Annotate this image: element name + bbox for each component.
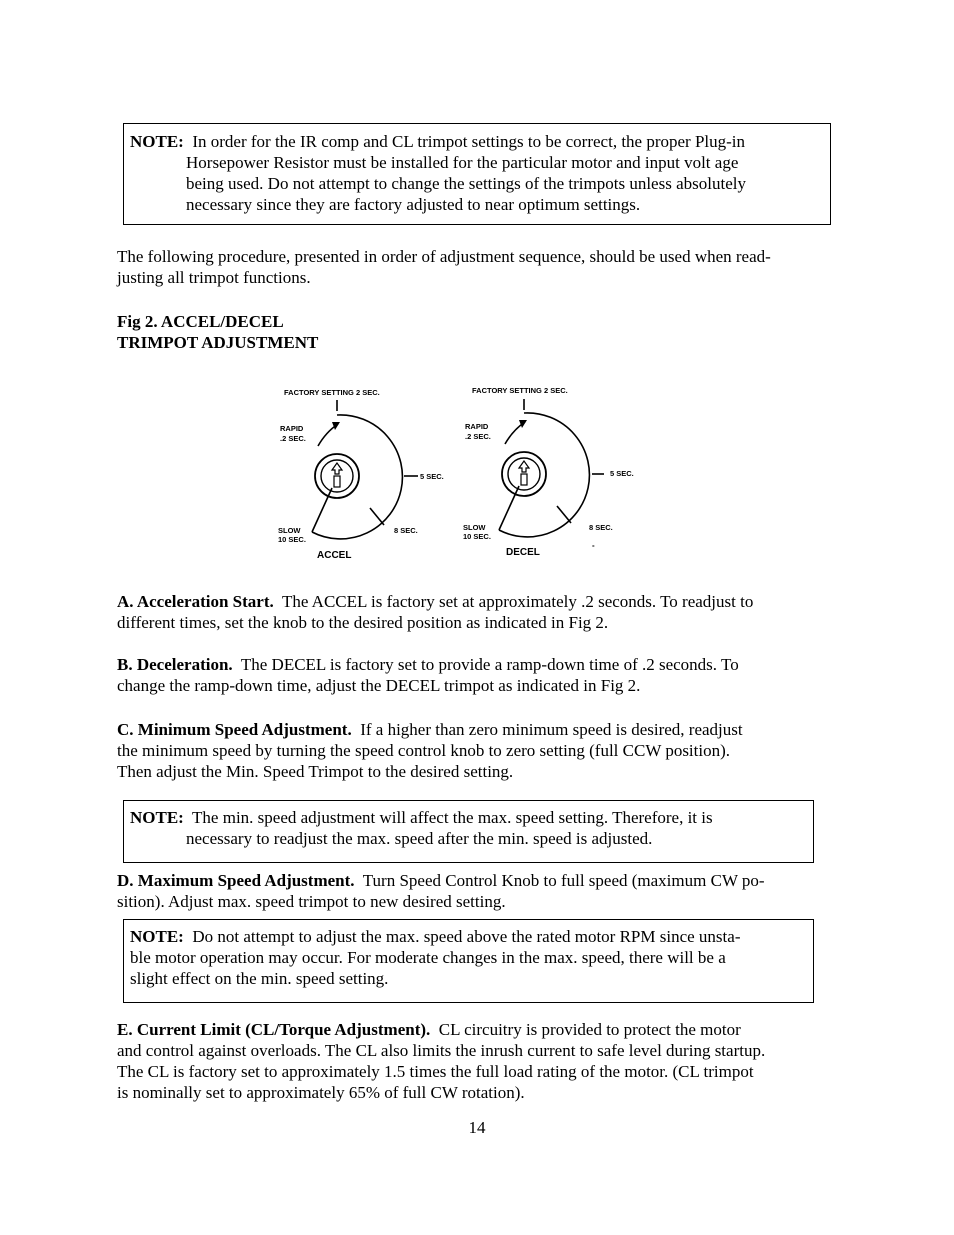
trimpot-adjustment-figure — [270, 378, 650, 568]
decel-5sec-label: 5 SEC. — [610, 469, 634, 478]
figure-caption: Fig 2. ACCEL/DECEL TRIMPOT ADJUSTMENT — [117, 312, 319, 352]
note-label: NOTE: — [130, 808, 184, 827]
note-text: In order for the IR comp and CL trimpot settings to be correct, the proper Plug-in — [192, 132, 746, 151]
accel-slow-label: SLOW — [278, 526, 301, 535]
note-text: The min. speed adjustment will affect the max. speed setting. Therefore, it is — [192, 808, 713, 827]
decel-dial — [463, 386, 634, 558]
note-box-2 — [123, 800, 814, 863]
section-heading: C. Minimum Speed Adjustment. — [117, 720, 352, 739]
note-box-3 — [123, 919, 814, 1003]
section-heading: B. Deceleration. — [117, 655, 233, 674]
section-d: D. Maximum Speed Adjustment. Turn Speed Control Knob to full speed (maximum CW po- sition). Adjust max. speed trimpot to new desired setting. — [117, 871, 765, 911]
note-text: Do not attempt to adjust the max. speed above the rated motor RPM since unsta- — [192, 927, 741, 946]
section-heading: E. Current Limit (CL/Torque Adjustment). — [117, 1020, 431, 1039]
note-box-1 — [123, 123, 831, 225]
note-text: being used. Do not attempt to change the settings of the trimpots unless absolutely — [186, 174, 746, 193]
section-e: E. Current Limit (CL/Torque Adjustment). CL circuitry is provided to protect the motor and control against overloads. The CL also limits the inrush current to safe level during startup. The CL is factory set to approximately 1.5 times the full load rating of the motor. (CL trimpot is nominally set to approximately 65% of full CW rotation). — [117, 1020, 766, 1102]
section-heading: A. Acceleration Start. — [117, 592, 274, 611]
accel-rapid-time: .2 SEC. — [280, 434, 306, 443]
note-text: slight effect on the min. speed setting. — [130, 969, 389, 988]
accel-rapid-label: RAPID — [280, 424, 304, 433]
decel-slow-time: 10 SEC. — [463, 532, 491, 541]
accel-title: ACCEL — [317, 550, 352, 561]
section-c: C. Minimum Speed Adjustment. If a higher than zero minimum speed is desired, readjust the minimum speed by turning the speed control knob to zero setting (full CCW position). Then adjust the Min. Speed Trimpot to the desired setting. — [117, 720, 743, 781]
decel-rapid-label: RAPID — [465, 422, 489, 431]
accel-slow-time: 10 SEC. — [278, 535, 306, 544]
intro-paragraph: The following procedure, presented in order of adjustment sequence, should be used when read- justing all trimpot functions. — [117, 247, 771, 287]
accel-factory-label: FACTORY SETTING 2 SEC. — [284, 388, 380, 397]
decel-8sec-label: 8 SEC. — [589, 523, 613, 532]
note-label: NOTE: — [130, 132, 184, 151]
decel-dash: - — [592, 541, 595, 550]
section-heading: D. Maximum Speed Adjustment. — [117, 871, 355, 890]
decel-rapid-time: .2 SEC. — [465, 432, 491, 441]
note-label: NOTE: — [130, 927, 184, 946]
decel-factory-label: FACTORY SETTING 2 SEC. — [472, 386, 568, 395]
note-text: necessary to readjust the max. speed after the min. speed is adjusted. — [186, 829, 653, 848]
page-number: 14 — [468, 1118, 486, 1137]
accel-8sec-label: 8 SEC. — [394, 526, 418, 535]
decel-slow-label: SLOW — [463, 523, 486, 532]
note-text: Horsepower Resistor must be installed for the particular motor and input volt age — [186, 153, 739, 172]
section-a: A. Acceleration Start. The ACCEL is factory set at approximately .2 seconds. To readjust to different times, set the knob to the desired position as indicated in Fig 2. — [117, 592, 754, 632]
note-text: necessary since they are factory adjusted to near optimum settings. — [186, 195, 641, 214]
accel-dial — [278, 388, 444, 561]
note-text: ble motor operation may occur. For moderate changes in the max. speed, there will be a — [130, 948, 726, 967]
decel-title: DECEL — [506, 547, 540, 558]
section-b: B. Deceleration. The DECEL is factory set to provide a ramp-down time of .2 seconds. To change the ramp-down time, adjust the DECEL trimpot as indicated in Fig 2. — [117, 655, 739, 695]
accel-5sec-label: 5 SEC. — [420, 472, 444, 481]
